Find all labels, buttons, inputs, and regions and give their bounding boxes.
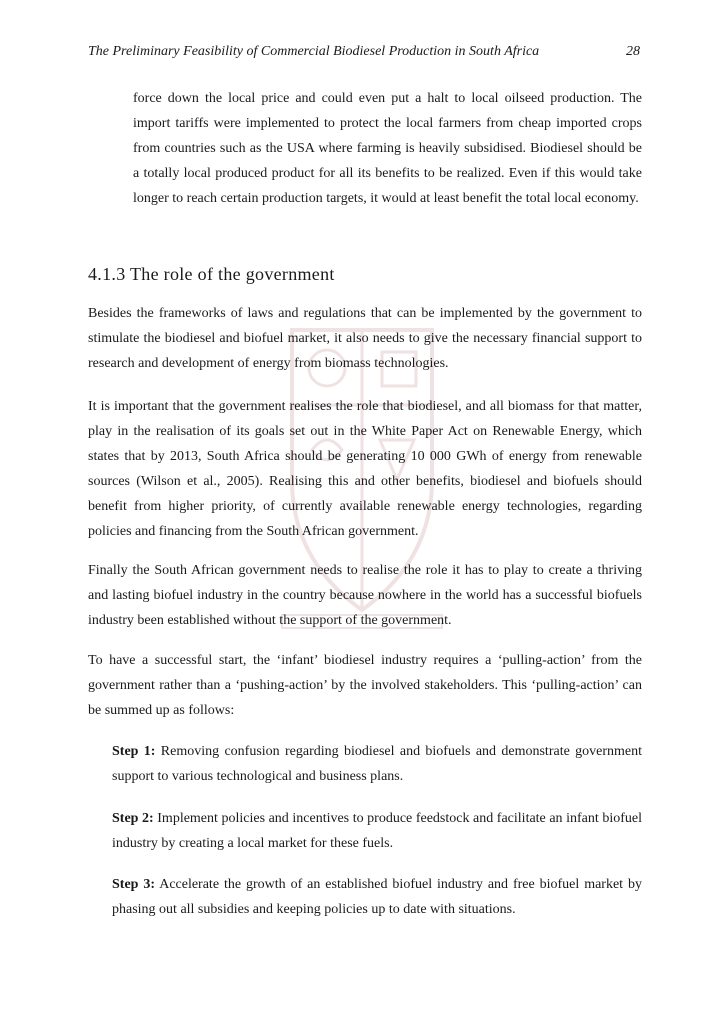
page-number: 28 (626, 44, 640, 59)
step-item (112, 806, 642, 856)
step-item (112, 872, 642, 922)
body-paragraph: It is important that the government realises the role that biodiesel, and all biomass for that matter, play in the realisation of its goals set out in the White Paper Act on Renewable Energy, which states that by 2013, South Africa should be generating 10 000 GWh of energy from renewable sources (Wilson et al., 2005). Realising this and other benefits, biodiesel and biofuels should benefit from higher priority, of currently available renewable energy technologies, regarding policies and financing from the South African government. (88, 399, 642, 539)
step-text: Accelerate the growth of an established biofuel industry and free biofuel market by phasing out all subsidies and keeping policies up to date with situations. (112, 877, 642, 917)
step-label: Step 1: (112, 744, 156, 759)
running-title: The Preliminary Feasibility of Commercial Biodiesel Production in South Africa (88, 44, 540, 59)
section-heading: 4.1.3 The role of the government (88, 264, 335, 284)
step-text: Implement policies and incentives to produce feedstock and facilitate an infant biofuel industry by creating a local market for these fuels. (112, 811, 642, 851)
body-paragraph: Besides the frameworks of laws and regulations that can be implemented by the government to stimulate the biodiesel and biofuel market, it also needs to give the necessary financial support to research and development of energy from biomass technologies. (88, 306, 642, 371)
step-item (112, 739, 642, 789)
step-label: Step 2: (112, 811, 154, 826)
body-paragraph: Finally the South African government needs to realise the role it has to play to create a thriving and lasting biofuel industry in the country because nowhere in the world has a successful biofuels industry been established without the support of the government. (88, 563, 642, 628)
step-label: Step 3: (112, 877, 156, 892)
body-paragraph: To have a successful start, the ‘infant’ biodiesel industry requires a ‘pulling-action’ from the government rather than a ‘pushing-action’ by the involved stakeholders. This ‘pulling-action’ can be summed up as follows: (88, 653, 642, 718)
intro-paragraph: force down the local price and could even put a halt to local oilseed production. The import tariffs were implemented to protect the local farmers from cheap imported crops from countries such as the USA where farming is heavily subsidised. Biodiesel should be a totally local produced product for all its benefits to be realized. Even if this would take longer to reach certain production targets, it would at least benefit the total local economy. (133, 91, 642, 206)
step-text: Removing confusion regarding biodiesel and biofuels and demonstrate government support to various technological and business plans. (112, 744, 642, 784)
